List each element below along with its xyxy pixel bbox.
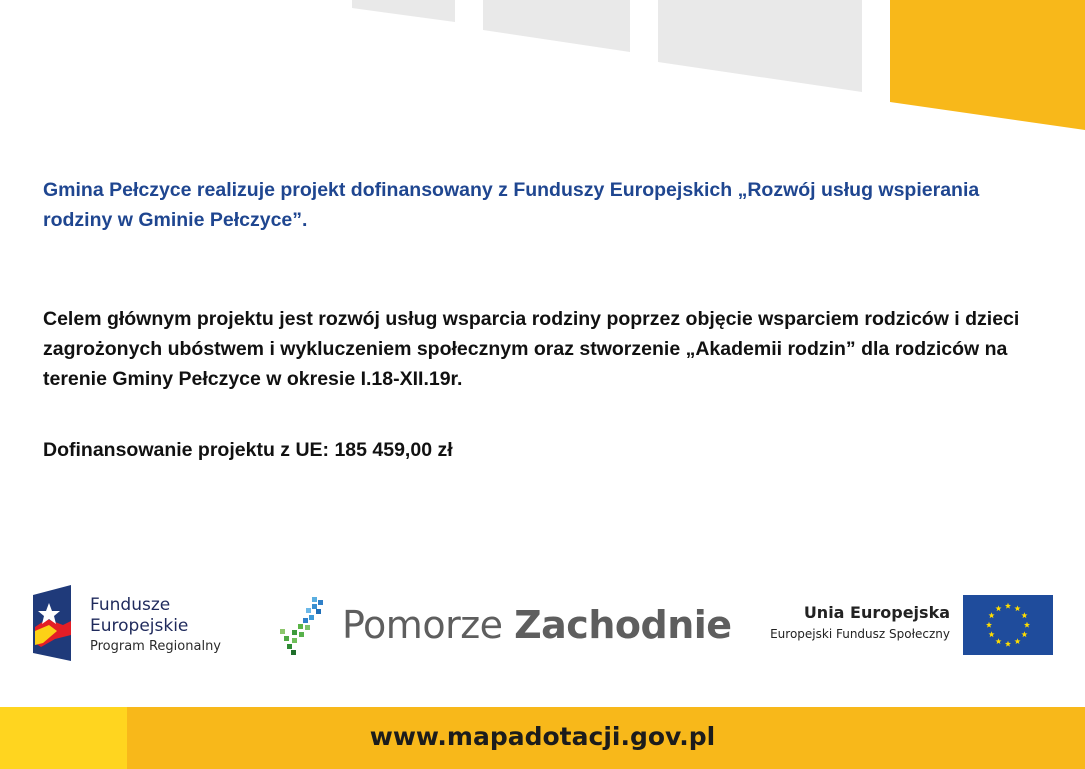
fundusze-europejskie-logo [33,585,253,665]
footer-url[interactable]: www.mapadotacji.gov.pl [369,722,716,751]
unia-europejska-logo [760,595,1055,657]
fe-emblem-icon [33,585,73,663]
yellow-stripe [890,0,1085,130]
eu-flag-icon [963,595,1053,655]
pz-word-zachodnie: Zachodnie [514,603,732,647]
ue-line-2: Europejski Fundusz Społeczny [770,627,950,641]
fe-line-2: Europejskie [90,616,189,636]
pz-word-pomorze: Pomorze [342,603,515,647]
pz-pixel-emblem-icon [278,595,328,657]
project-description: Celem głównym projektu jest rozwój usług wsparcia rodziny poprzez objęcie wsparciem rodziców i dzieci zagrożonych ubóstwem i wykluczeniem społecznym oraz stworzenie „Akademii rodzin” dla rodziców na terenie Gminy Pełczyce w okresie I.18-XII.19r. [43,308,1020,390]
funding-amount: Dofinansowanie projektu z UE: 185 459,00 zł [43,439,453,461]
pomorze-zachodnie-logo [278,595,732,657]
grey-stripe-3 [658,0,862,92]
footer-bar [0,707,1085,769]
grey-stripe-1 [352,0,455,22]
ue-line-1: Unia Europejska [803,603,950,622]
fe-line-3: Program Regionalny [90,639,221,654]
grey-stripe-2 [483,0,630,52]
project-heading: Gmina Pełczyce realizuje projekt dofinansowany z Funduszy Europejskich „Rozwój usług wspierania rodziny w Gminie Pełczyce”. [43,179,980,231]
top-decorative-shapes [0,0,1085,140]
fe-line-1: Fundusze [90,595,171,615]
